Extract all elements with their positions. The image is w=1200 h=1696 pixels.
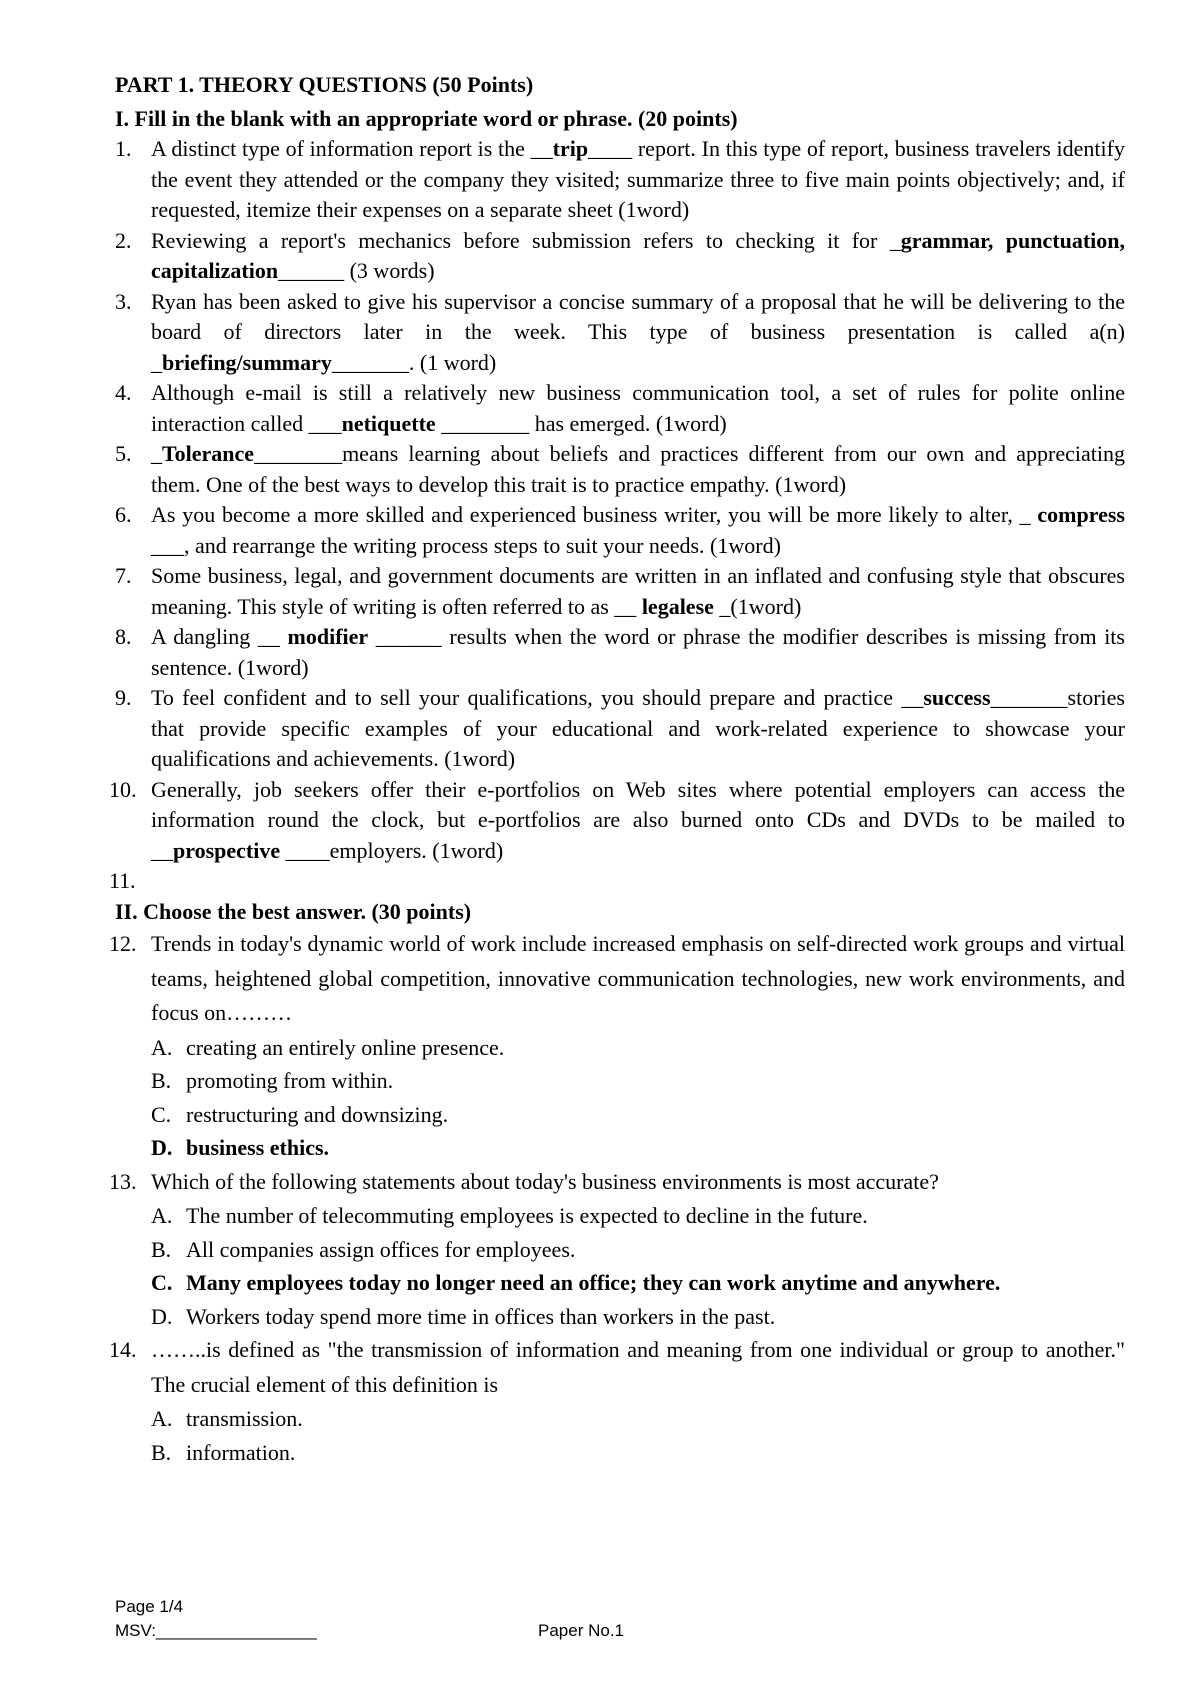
option-letter: D. (151, 1135, 173, 1160)
exam-content (109, 70, 1125, 1469)
fill-blank-item-11 (109, 866, 1125, 897)
item-answer: success (923, 685, 991, 710)
fill-blank-item-9 (115, 683, 1125, 775)
item-number: 9. (115, 685, 132, 710)
fill-blank-item-6 (115, 500, 1125, 561)
item-answer: netiquette (341, 410, 436, 436)
question-12-option-d (151, 1131, 1125, 1165)
item-text-after: ______ (3 words) (278, 258, 435, 283)
question-number: 13. (109, 1168, 137, 1194)
question-12-option-a (151, 1031, 1125, 1065)
question-12-option-c (151, 1098, 1125, 1132)
item-answer: modifier (287, 624, 369, 649)
question-14 (109, 1333, 1125, 1402)
option-text: restructuring and downsizing. (186, 1101, 449, 1127)
part-title: PART 1. THEORY QUESTIONS (50 Points) (115, 72, 534, 97)
item-number: 3. (115, 288, 132, 314)
option-text: business ethics. (186, 1135, 330, 1160)
item-number: 2. (115, 227, 132, 253)
item-text-before: A dangling __ (151, 624, 288, 649)
option-text: creating an entirely online presence. (186, 1034, 505, 1060)
option-letter: C. (151, 1101, 172, 1127)
item-text-after: ________ has emerged. (1word) (435, 410, 727, 436)
question-text: Trends in today's dynamic world of work include increased emphasis on self-directed work groups and virtual teams, heightened global competition, innovative communication technologies, new work environments, and focus on……… (151, 931, 1125, 1025)
item-answer: trip (552, 136, 589, 161)
question-12-option-b (151, 1064, 1125, 1098)
fill-blank-item-8 (115, 622, 1125, 683)
fill-blank-item-7 (115, 561, 1125, 622)
item-answer: grammar, punctuation, capitalization (151, 227, 1125, 283)
item-number: 1. (115, 136, 132, 161)
multiple-choice-list (109, 927, 1125, 1469)
item-text-after: ______ results when the word or phrase the modifier describes is missing from its sentence. (1word) (151, 624, 1125, 680)
question-text: Which of the following statements about today's business environments is most accurate? (151, 1168, 939, 1194)
item-answer: prospective (173, 837, 281, 863)
question-13-option-d (151, 1300, 1125, 1334)
question-text: ……..is defined as "the transmission of information and meaning from one individual or group to another." The crucial element of this definition is (151, 1337, 1125, 1397)
item-answer: Tolerance (162, 441, 255, 466)
question-13-option-b (151, 1233, 1125, 1267)
option-letter: B. (151, 1068, 172, 1093)
item-text-before: A distinct type of information report is the __ (151, 136, 553, 161)
item-text-before: Generally, job seekers offer their e-portfolios on Web sites where potential employers can access the information round the clock, but e-portfolios are also burned onto CDs and DVDs to be mailed to __ (151, 776, 1125, 863)
option-letter: B. (151, 1439, 172, 1465)
section-1-title: I. Fill in the blank with an appropriate word or phrase. (20 points) (115, 105, 738, 131)
fill-blank-item-10 (109, 775, 1125, 867)
question-13-option-a (151, 1199, 1125, 1233)
question-13 (109, 1165, 1125, 1200)
item-number: 6. (115, 502, 132, 527)
item-answer: briefing/summary (162, 349, 332, 375)
item-text-before: Ryan has been asked to give his supervisor a concise summary of a proposal that he will be delivering to the board of directors later in the week. This type of business presentation is called a(n) _ (151, 288, 1125, 375)
option-text: transmission. (186, 1406, 303, 1431)
item-text-after: ____ report. In this type of report, business travelers identify the event they attended or the company they visited; summarize three to five main points objectively; and, if requested, itemize their expenses on a separate sheet (1word) (151, 136, 1125, 222)
section-2-title: II. Choose the best answer. (30 points) (115, 898, 472, 924)
item-number: 11. (109, 868, 136, 893)
option-text: promoting from within. (186, 1068, 394, 1093)
paper-number: Paper No.1 (538, 1621, 624, 1640)
question-14-option-b (151, 1436, 1125, 1470)
option-letter: C. (151, 1270, 173, 1295)
item-number: 4. (115, 380, 132, 405)
page-footer (115, 1595, 1015, 1645)
item-text-after: _(1word) (713, 593, 802, 619)
student-id-field: MSV:_________________ (115, 1621, 317, 1640)
option-letter: A. (151, 1406, 173, 1431)
option-letter: A. (151, 1203, 173, 1228)
option-letter: B. (151, 1236, 172, 1262)
option-text: Many employees today no longer need an office; they can work anytime and anywhere. (186, 1270, 1001, 1295)
fill-blank-item-5 (115, 439, 1125, 500)
item-text-after: ________means learning about beliefs and practices different from our own and appreciating them. One of the best ways to develop this trait is to practice empathy. (1word) (151, 441, 1125, 497)
question-number: 14. (109, 1337, 137, 1362)
item-text-before: As you become a more skilled and experienced business writer, you will be more likely to alter, _ (151, 502, 1038, 527)
item-answer: compress (1037, 502, 1125, 527)
item-text-after: ____employers. (1word) (280, 837, 504, 863)
item-text-after: _______stories that provide specific examples of your educational and work-related experience to showcase your qualifications and achievements. (1word) (151, 685, 1125, 771)
fill-blank-item-2 (115, 226, 1125, 287)
question-13-option-c (151, 1266, 1125, 1300)
question-number: 12. (109, 931, 137, 956)
item-number: 8. (115, 624, 132, 649)
option-text: Workers today spend more time in offices than workers in the past. (186, 1303, 776, 1329)
item-text-before: Although e-mail is still a relatively new business communication tool, a set of rules for polite online interaction called ___ (151, 380, 1125, 436)
item-text-before: Some business, legal, and government documents are written in an inflated and confusing style that obscures meaning. This style of writing is often referred to as __ (151, 563, 1125, 619)
page-number: Page 1/4 (115, 1597, 184, 1616)
option-text: The number of telecommuting employees is expected to decline in the future. (186, 1203, 868, 1228)
option-letter: D. (151, 1303, 173, 1329)
item-number: 5. (115, 441, 132, 466)
item-text-before: _ (151, 441, 162, 466)
item-text-after: _______. (1 word) (331, 349, 497, 375)
question-12 (109, 927, 1125, 1031)
option-text: information. (186, 1439, 296, 1465)
item-text-before: Reviewing a report's mechanics before submission refers to checking it for _ (151, 227, 901, 253)
item-text-after: ___, and rearrange the writing process steps to suit your needs. (1word) (151, 532, 781, 558)
option-letter: A. (151, 1034, 173, 1060)
item-answer: legalese (641, 593, 714, 619)
fill-blank-item-4 (115, 378, 1125, 439)
question-14-option-a (151, 1402, 1125, 1436)
item-number: 7. (115, 563, 132, 588)
item-number: 10. (109, 776, 137, 802)
item-text-before: To feel confident and to sell your qualifications, you should prepare and practice __ (151, 685, 924, 710)
fill-blank-list (109, 134, 1125, 897)
fill-blank-item-1 (115, 134, 1125, 226)
fill-blank-item-3 (115, 287, 1125, 379)
option-text: All companies assign offices for employees. (186, 1236, 576, 1262)
